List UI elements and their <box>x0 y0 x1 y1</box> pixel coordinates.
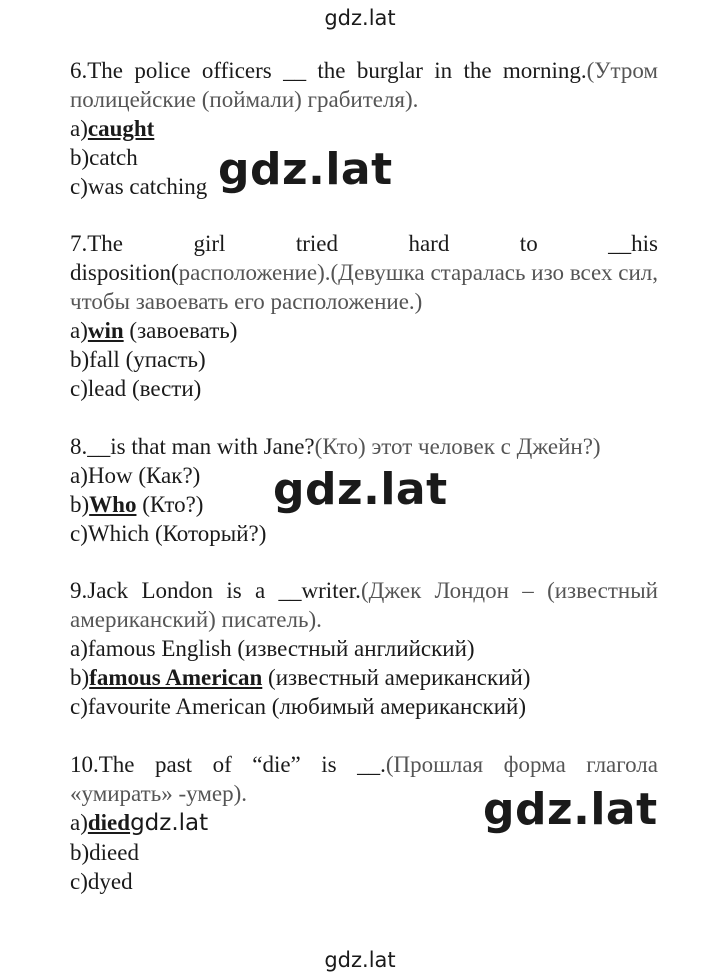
correct-answer: caught <box>87 116 155 141</box>
option-note: (упасть) <box>119 347 206 372</box>
option-text: fall <box>89 347 120 372</box>
stem-english: 9.Jack London is a __writer. <box>70 578 361 603</box>
watermark-large: gdz.lat <box>218 144 393 195</box>
question-stem <box>70 432 658 461</box>
question-stem <box>70 576 658 634</box>
option-note: (Кто?) <box>136 492 204 517</box>
option-prefix: c) <box>70 521 88 546</box>
option-prefix: a) <box>70 810 88 835</box>
option-prefix: c) <box>70 376 88 401</box>
option-note: (известный английский) <box>231 636 475 661</box>
stem-russian: ).(Девушка старалась изо всех сил, чтобы завоевать его расположение.) <box>70 260 658 314</box>
option-a[interactable] <box>70 316 658 345</box>
option-prefix: a) <box>70 463 88 488</box>
question-9 <box>70 576 658 721</box>
option-prefix: b) <box>70 665 90 690</box>
option-text: was catching <box>87 174 208 199</box>
option-b[interactable] <box>70 838 658 867</box>
stem-russian: (Джек Лондон – (известный американский) писатель). <box>70 578 658 632</box>
option-prefix: c) <box>70 869 88 894</box>
option-note: (завоевать) <box>123 318 238 343</box>
stem-russian: (Прошлая форма глагола «умирать» -умер). <box>70 752 658 806</box>
question-stem-line2 <box>70 258 658 316</box>
stem-english: 8.__is that man with Jane? <box>70 434 315 459</box>
option-b[interactable] <box>70 345 658 374</box>
stem-russian: (Утром полицейские (поймали) грабителя). <box>70 58 658 112</box>
option-note: (Который?) <box>149 521 267 546</box>
option-c[interactable] <box>70 374 658 403</box>
correct-answer: died <box>87 810 131 835</box>
option-note: (известный американский) <box>262 665 531 690</box>
option-note: (любимый американский) <box>266 694 526 719</box>
option-c[interactable] <box>70 692 658 721</box>
correct-answer: famous American <box>89 665 263 690</box>
option-prefix: c) <box>70 174 88 199</box>
watermark-top: gdz.lat <box>324 6 396 30</box>
correct-answer: win <box>87 318 124 343</box>
watermark-inline: gdz.lat <box>130 810 209 836</box>
stem-english: 6.The police officers __ the burglar in the morning. <box>70 58 587 83</box>
option-note: (Как?) <box>132 463 201 488</box>
option-prefix: a) <box>70 318 88 343</box>
option-note: (вести) <box>126 376 202 401</box>
option-prefix: a) <box>70 116 88 141</box>
option-text: Which <box>87 521 150 546</box>
watermark-large: gdz.lat <box>483 784 658 835</box>
option-text: How <box>87 463 133 488</box>
option-text: famous English <box>87 636 232 661</box>
option-a[interactable] <box>70 114 658 143</box>
option-c[interactable] <box>70 519 658 548</box>
stem-russian: расположение <box>178 260 318 285</box>
correct-answer: Who <box>89 492 137 517</box>
question-stem-line1: 7.The girl tried hard to __his <box>70 231 658 256</box>
watermark-bottom: gdz.lat <box>324 948 396 972</box>
stem-english: 10.The past of “die” is __. <box>70 752 386 777</box>
option-b[interactable] <box>70 663 658 692</box>
option-text: dieed <box>89 840 139 865</box>
option-prefix: a) <box>70 636 88 661</box>
option-prefix: c) <box>70 694 88 719</box>
question-stem <box>70 56 658 114</box>
option-text: favourite American <box>87 694 267 719</box>
option-prefix: b) <box>70 840 90 865</box>
option-text: dyed <box>87 869 133 894</box>
option-prefix: b) <box>70 145 90 170</box>
watermark-large: gdz.lat <box>273 464 448 515</box>
option-prefix: b) <box>70 492 90 517</box>
option-a[interactable] <box>70 634 658 663</box>
option-c[interactable] <box>70 867 658 896</box>
stem-russian: (Кто) этот человек с Джейн?) <box>314 434 601 459</box>
option-prefix: b) <box>70 347 90 372</box>
option-text: catch <box>89 145 138 170</box>
question-7 <box>70 229 658 403</box>
option-text: lead <box>87 376 127 401</box>
stem-english: disposition( <box>70 260 179 285</box>
